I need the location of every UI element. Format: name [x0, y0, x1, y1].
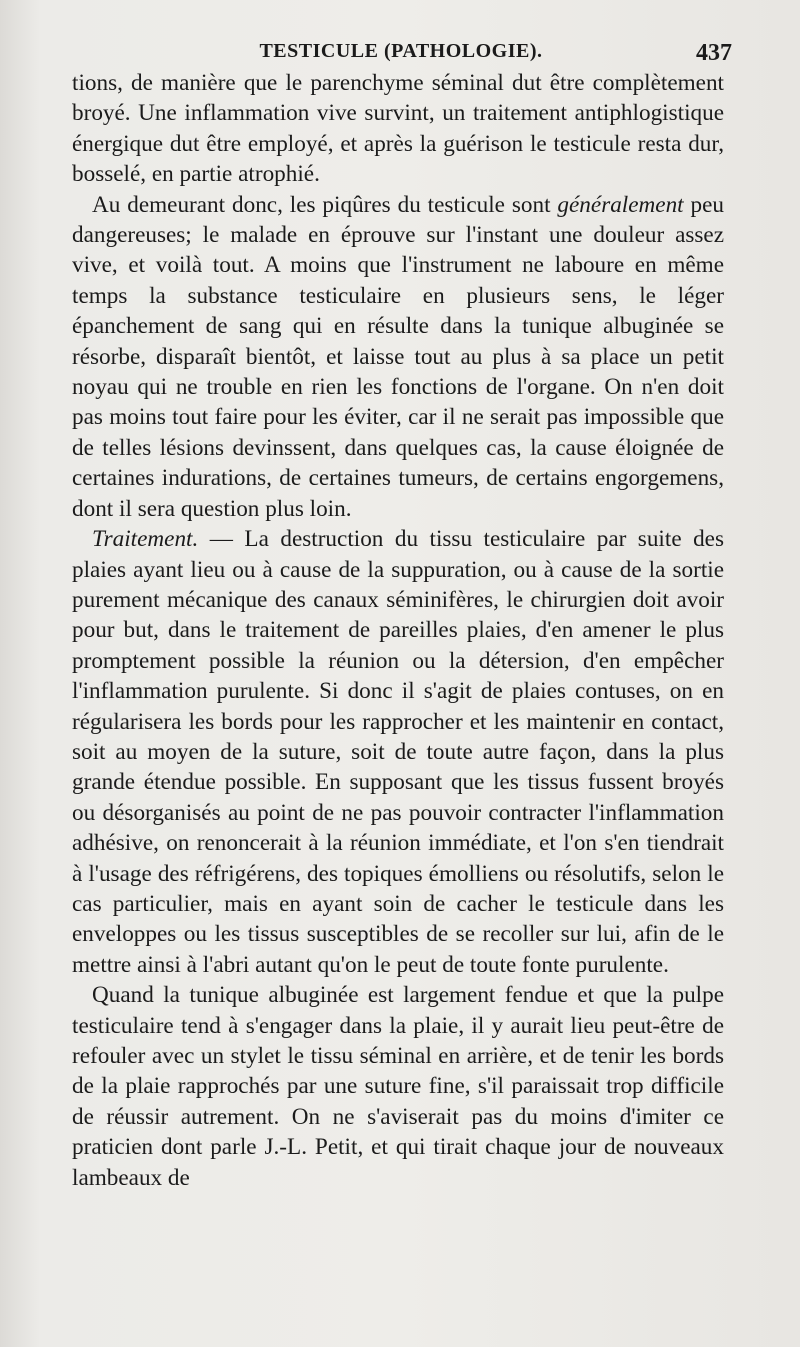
paragraph [72, 190, 724, 524]
paragraph-text: — La destruction du tissu testiculaire par suite des plaies ayant lieu ou à cause de la suppuration, ou à cause de la sortie purement mécanique des canaux séminifères, le chirurgien doit avoir pour but, dans le traitement de pareilles plaies, d'en amener le plus promptement possible la réunion ou la détersion, d'en empêcher l'inflammation purulente. Si donc il s'agit de plaies contuses, on en régularisera les bords pour les rapprocher et les maintenir en contact, soit au moyen de la suture, soit de toute autre façon, dans la plus grande étendue possible. En supposant que les tissus fussent broyés ou désorganisés au point de ne pas pouvoir contracter l'inflammation adhésive, on renoncerait à la réunion immédiate, et l'on s'en tiendrait à l'usage des réfrigérens, des topiques émolliens ou résolutifs, selon le cas particulier, mais en ayant soin de cacher le testicule dans les enveloppes ou les tissus susceptibles de se recoller sur lui, afin de le mettre ainsi à l'abri autant qu'on le peut de toute fonte purulente. [72, 526, 724, 978]
section-heading-inline: Traitement. [92, 526, 199, 553]
paragraph [72, 524, 724, 980]
paragraph-text: Au demeurant donc, les piqûres du testicule sont [92, 191, 558, 218]
emphasis: généralement [557, 191, 684, 218]
running-title: TESTICULE (PATHOLOGIE). [259, 40, 543, 62]
paragraph [72, 980, 724, 1193]
body-text [72, 68, 724, 1193]
paragraph-text: Quand la tunique albuginée est largement fendue et que la pulpe testiculaire tend à s'engager dans la plaie, il y aurait lieu peut-être de refouler avec un stylet le tissu séminal en arrière, et de tenir les bords de la plaie rapprochés par une suture fine, s'il paraissait trop difficile de réussir autrement. On ne s'aviserait pas du moins d'imiter ce praticien dont parle J.-L. Petit, et qui tirait chaque jour de nouveaux lambeaux de [72, 982, 724, 1191]
paragraph-text: tions, de manière que le parenchyme séminal dut être complètement broyé. Une inflammation vive survint, un traitement antiphlogistique énergique dut être employé, et après la guérison le testicule resta dur, bosselé, en partie atrophié. [72, 70, 724, 188]
paragraph-text: peu dangereuses; le malade en éprouve sur l'instant une douleur assez vive, et voilà tout. A moins que l'instrument ne laboure en même temps la substance testiculaire en plusieurs sens, le léger épanchement de sang qui en résulte dans la tunique albuginée se résorbe, disparaît bientôt, et laisse tout au plus à sa place un petit noyau qui ne trouble en rien les fonctions de l'organe. On n'en doit pas moins tout faire pour les éviter, car il ne serait pas impossible que de telles lésions devinssent, dans quelques cas, la cause éloignée de certaines indurations, de certaines tumeurs, de certains engorgemens, dont il sera question plus loin. [72, 191, 725, 522]
paragraph-continuation [72, 68, 724, 190]
page-number: 437 [696, 40, 732, 66]
